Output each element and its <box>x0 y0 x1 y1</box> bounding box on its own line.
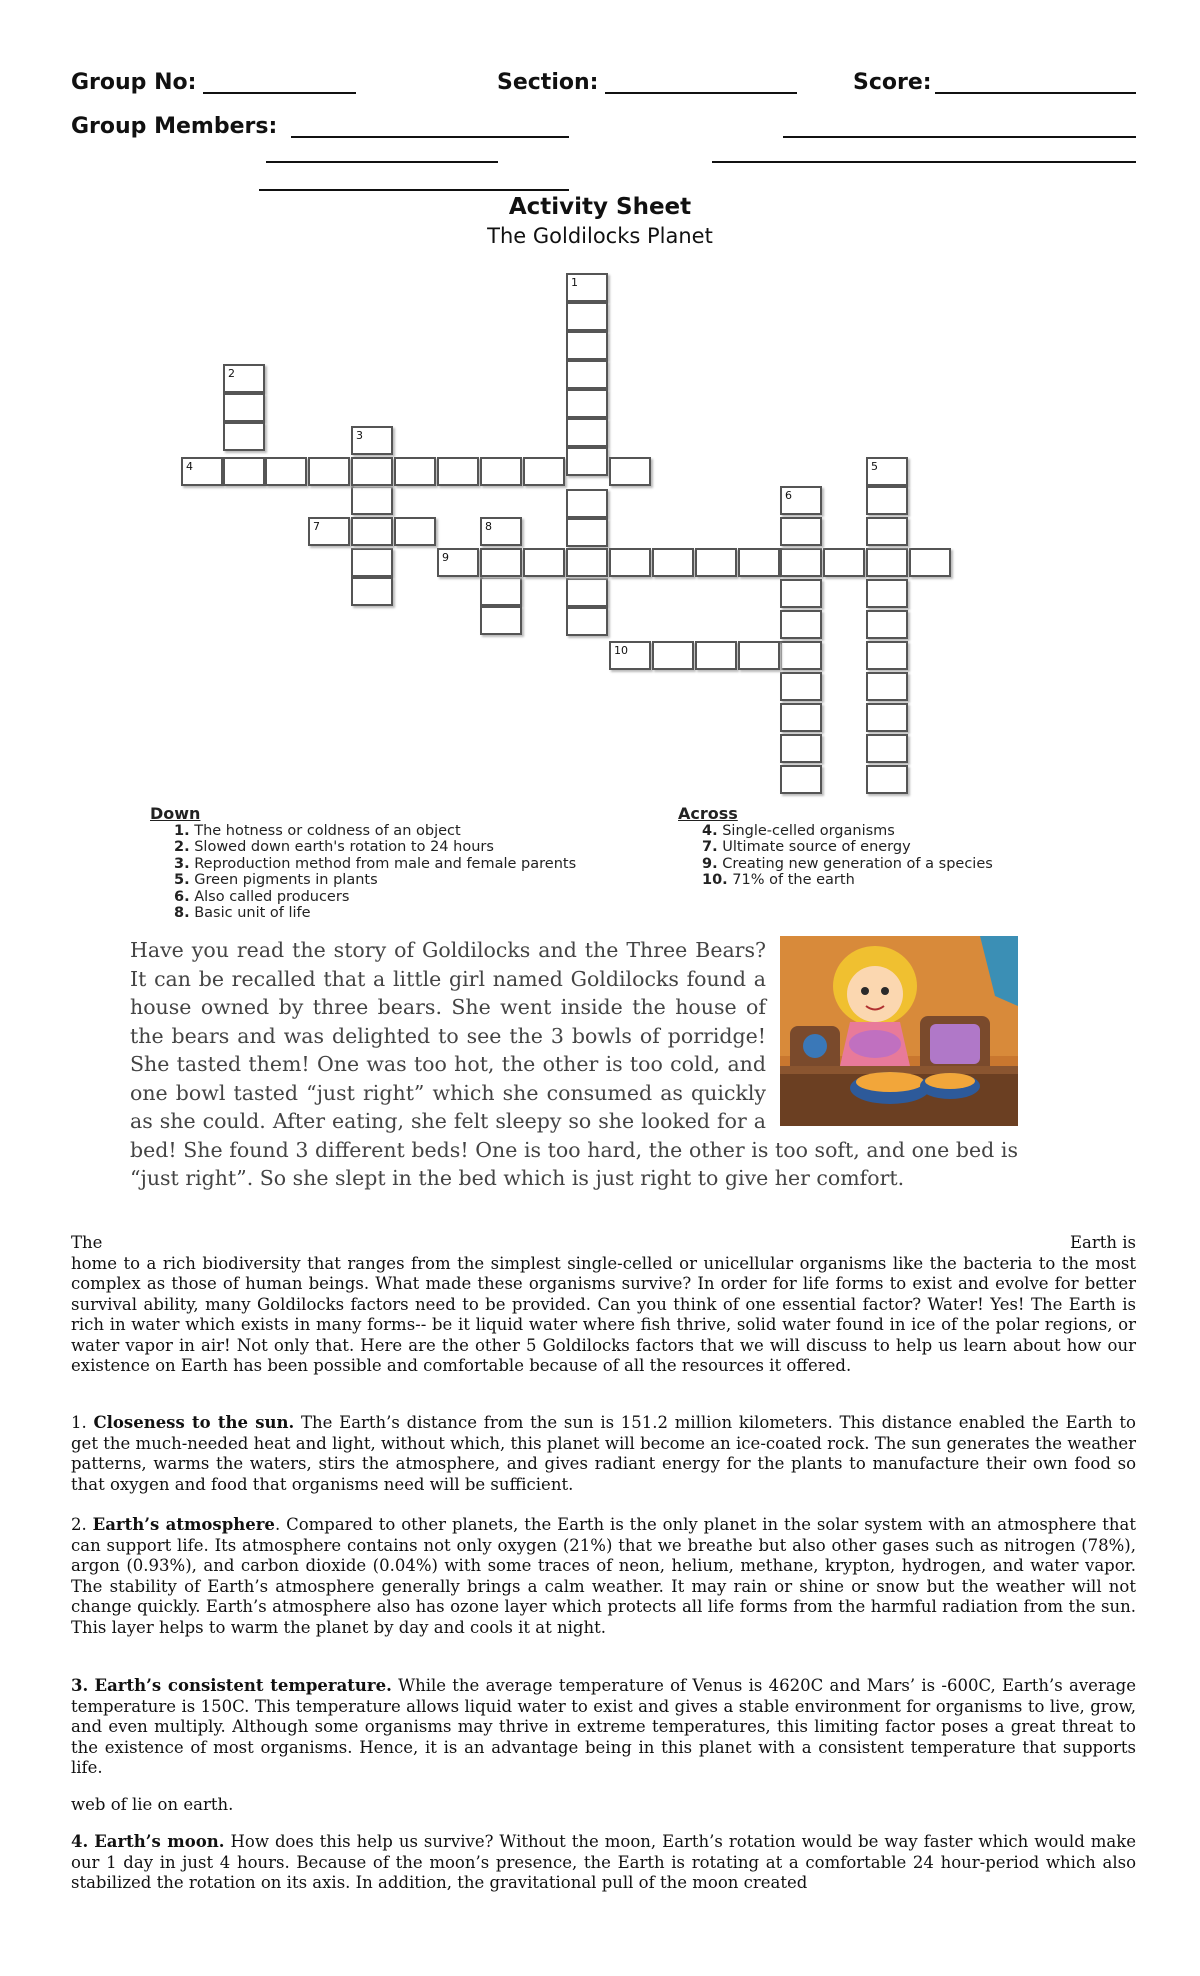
crossword-cell[interactable] <box>866 579 908 608</box>
crossword-cell[interactable] <box>351 577 393 606</box>
crossword-cell[interactable] <box>866 486 908 515</box>
down-heading: Down <box>150 804 201 823</box>
intro-lead-right: Earth is <box>1069 1233 1136 1252</box>
crossword-cell[interactable] <box>780 703 822 732</box>
clue-number: 8 <box>485 520 492 533</box>
goldilocks-illustration <box>780 936 1018 1126</box>
factor-title: Closeness to the sun. <box>93 1413 295 1432</box>
factor-paragraph <box>71 1832 1136 1894</box>
clue-number: 9 <box>442 551 449 564</box>
crossword-cell[interactable] <box>523 548 565 577</box>
clue-item: 6. Also called producers <box>174 888 350 905</box>
intro-lead-left: The <box>71 1233 103 1252</box>
intro-text: home to a rich biodiversity that ranges from the simplest single-celled or unicellular organisms like the bacteria to the most complex as those of human beings. What made these organisms survive? In order for life forms to exist and evolve for better survival ability, many Goldilocks factors need to be provided. Can you think of one essential factor? Water! Yes! The Earth is rich in water which exists in many forms-- be it liquid water where fish thrive, solid water found in ice of the polar regions, or water vapor in air! Not only that. Here are the other 5 Goldilocks factors that we will discuss to help us learn about how our existence on Earth has been possible and comfortable because of all the resources it offered. <box>71 1253 1136 1375</box>
crossword-cell[interactable] <box>652 548 694 577</box>
crossword-cell[interactable] <box>394 517 436 546</box>
factor-text: How does this help us survive? Without the moon, Earth’s rotation would be way faster which would make our 1 day in just 4 hours. Because of the moon’s presence, the Earth is rotating at a comfortable 24 hour-period which also stabilized the rotation on its axis. In addition, the gravitational pull of the moon created <box>71 1832 1136 1892</box>
note-line: web of lie on earth. <box>71 1795 234 1814</box>
crossword-cell[interactable] <box>523 457 565 486</box>
clue-number: 5 <box>871 460 878 473</box>
crossword-cell[interactable] <box>866 734 908 763</box>
crossword-cell[interactable] <box>265 457 307 486</box>
members-label: Group Members: <box>71 114 278 139</box>
factor-paragraph <box>71 1676 1136 1779</box>
crossword-cell[interactable] <box>223 422 265 451</box>
crossword-cell[interactable] <box>609 548 651 577</box>
crossword-cell[interactable] <box>566 389 608 418</box>
crossword-cell[interactable] <box>866 548 908 577</box>
crossword-cell[interactable] <box>780 579 822 608</box>
crossword-cell[interactable] <box>566 548 608 577</box>
crossword-cell[interactable] <box>738 548 780 577</box>
section-label: Section: <box>497 70 599 95</box>
intro-lead-line <box>71 1233 1136 1254</box>
clue-number: 2 <box>228 367 235 380</box>
clue-item: 7. Ultimate source of energy <box>702 839 911 855</box>
crossword-cell[interactable] <box>566 331 608 360</box>
crossword-cell[interactable] <box>480 457 522 486</box>
factor-title: Earth’s atmosphere <box>92 1515 275 1534</box>
crossword-cell[interactable] <box>437 457 479 486</box>
crossword-cell[interactable] <box>223 393 265 422</box>
crossword-cell[interactable] <box>866 672 908 701</box>
crossword-cell[interactable] <box>566 360 608 389</box>
clue-item: 2. Slowed down earth's rotation to 24 hours <box>174 839 494 855</box>
clue-item: 8. Basic unit of life <box>174 905 311 921</box>
factor-text: . Compared to other planets, the Earth is the only planet in the solar system with an atmosphere that can support life. Its atmosphere contains not only oxygen (21%) that we breathe but also other gases such as nitrogen (78%), argon (0.93%), and carbon dioxide (0.04%) with some traces of neon, helium, methane, krypton, hydrogen, and water vapor. The stability of Earth’s atmosphere generally brings a calm weather. It may rain or shine or snow but the weather will not change quickly. Earth’s atmosphere also has ozone layer which protects all life forms from the harmful radiation from the sun. This layer helps to warm the planet by day and cools it at night. <box>71 1515 1136 1637</box>
crossword-cell[interactable] <box>695 548 737 577</box>
crossword-cell[interactable] <box>437 548 479 577</box>
crossword-cell[interactable] <box>566 273 608 302</box>
clue-item: 10. 71% of the earth <box>702 872 855 888</box>
page-subtitle: The Goldilocks Planet <box>487 224 713 248</box>
crossword-cell[interactable] <box>181 457 223 486</box>
crossword-cell[interactable] <box>866 610 908 639</box>
clue-item: 4. Single-celled organisms <box>702 822 895 839</box>
section-field[interactable] <box>605 92 797 94</box>
crossword-cell[interactable] <box>351 548 393 577</box>
clue-number: 4 <box>186 460 193 473</box>
clue-number: 3 <box>356 429 363 442</box>
story-paragraph <box>130 936 1018 1193</box>
factor-text: While the average temperature of Venus is 4620C and Mars’ is -600C, Earth’s average temperature is 150C. This temperature allows liquid water to exist and gives a stable environment for organisms to live, grow, and even multiply. Although some organisms may thrive in extreme temperatures, this limiting factor poses a great threat to the existence of most organisms. Hence, it is an advantage being in this planet with a consistent temperature that supports life. <box>71 1676 1136 1777</box>
member-field-4[interactable] <box>712 161 1136 163</box>
member-field-2[interactable] <box>783 136 1136 138</box>
factor-number: 3. <box>71 1676 89 1695</box>
crossword-cell[interactable] <box>695 641 737 670</box>
crossword-cell[interactable] <box>738 641 780 670</box>
crossword-cell[interactable] <box>480 517 522 546</box>
intro-paragraph <box>71 1233 1136 1377</box>
factor-number: 4. <box>71 1832 89 1851</box>
member-field-5[interactable] <box>259 189 569 191</box>
crossword-cell[interactable] <box>780 765 822 794</box>
factor-title: Earth’s moon. <box>94 1832 225 1851</box>
crossword-cell[interactable] <box>780 641 822 670</box>
crossword-cell[interactable] <box>909 548 951 577</box>
crossword-cell[interactable] <box>223 457 265 486</box>
clue-item: 3. Reproduction method from male and female parents <box>174 855 577 872</box>
crossword-cell[interactable] <box>780 517 822 546</box>
crossword-cell[interactable] <box>480 548 522 577</box>
across-heading: Across <box>678 804 738 823</box>
crossword-cell[interactable] <box>566 489 608 518</box>
clue-item: 9. Creating new generation of a species <box>702 855 993 872</box>
page-title: Activity Sheet <box>508 194 692 220</box>
crossword-cell[interactable] <box>394 457 436 486</box>
crossword-cell[interactable] <box>566 607 608 636</box>
clue-number: 6 <box>785 489 792 502</box>
crossword-cell[interactable] <box>652 641 694 670</box>
crossword-cell[interactable] <box>566 302 608 331</box>
crossword-cell[interactable] <box>780 486 822 515</box>
crossword-cell[interactable] <box>308 457 350 486</box>
factor-title: Earth’s consistent temperature. <box>94 1676 392 1695</box>
crossword-cell[interactable] <box>351 517 393 546</box>
down-clues <box>150 806 670 922</box>
crossword-cell[interactable] <box>566 447 608 476</box>
crossword-cell[interactable] <box>823 548 865 577</box>
clue-item: 1. The hotness or coldness of an object <box>174 822 461 839</box>
crossword-cell[interactable] <box>866 517 908 546</box>
factor-paragraph <box>71 1413 1136 1495</box>
crossword-cell[interactable] <box>780 548 822 577</box>
crossword-cell[interactable] <box>480 606 522 635</box>
crossword-cell[interactable] <box>308 517 350 546</box>
clue-number: 10 <box>614 644 628 657</box>
score-field[interactable] <box>935 92 1136 94</box>
crossword-cell[interactable] <box>866 765 908 794</box>
crossword-cell[interactable] <box>780 734 822 763</box>
factor-number: 2. <box>71 1515 87 1534</box>
crossword-cell[interactable] <box>609 641 651 670</box>
crossword-cell[interactable] <box>566 518 608 547</box>
clue-item: 5. Green pigments in plants <box>174 872 378 888</box>
crossword-cell[interactable] <box>351 486 393 515</box>
crossword-cell[interactable] <box>866 641 908 670</box>
crossword-cell[interactable] <box>480 577 522 606</box>
crossword-cell[interactable] <box>866 703 908 732</box>
factor-text: The Earth’s distance from the sun is 151.2 million kilometers. This distance enabled the Earth to get the much-needed heat and light, without which, this planet will become an ice-coated rock. The sun generates the weather patterns, warms the waters, stirs the atmosphere, and gives radiant energy for the plants to manufacture their own food so that oxygen and food that organisms need will be sufficient. <box>71 1413 1136 1494</box>
crossword-cell[interactable] <box>566 578 608 607</box>
member-field-3[interactable] <box>266 161 498 163</box>
across-clues <box>678 806 1058 889</box>
factor-paragraph <box>71 1515 1136 1638</box>
group-no-label: Group No: <box>71 70 197 95</box>
crossword-cell[interactable] <box>780 672 822 701</box>
clue-number: 1 <box>571 276 578 289</box>
group-no-field[interactable] <box>203 92 356 94</box>
member-field-1[interactable] <box>291 136 569 138</box>
crossword-cell[interactable] <box>351 426 393 455</box>
crossword-cell[interactable] <box>351 457 393 486</box>
crossword-cell[interactable] <box>223 364 265 393</box>
crossword-cell[interactable] <box>866 457 908 486</box>
score-label: Score: <box>853 70 932 95</box>
story-text: Have you read the story of Goldilocks and the Three Bears? It can be recalled that a little girl named Goldilocks found a house owned by three bears. She went inside the house of the bears and was delighted to see the 3 bowls of porridge! She tasted them! One was too hot, the other is too cold, and one bowl tasted “just right” which she consumed as quickly as she could. After eating, she felt sleepy so she looked for a bed! She found 3 different beds! One is too hard, the other is too soft, and one bed is “just right”. So she slept in the bed which is just right to give her comfort. <box>130 938 1018 1190</box>
factor-number: 1. <box>71 1413 87 1432</box>
crossword-cell[interactable] <box>780 610 822 639</box>
crossword-cell[interactable] <box>609 457 651 486</box>
crossword-cell[interactable] <box>566 418 608 447</box>
clue-number: 7 <box>313 520 320 533</box>
